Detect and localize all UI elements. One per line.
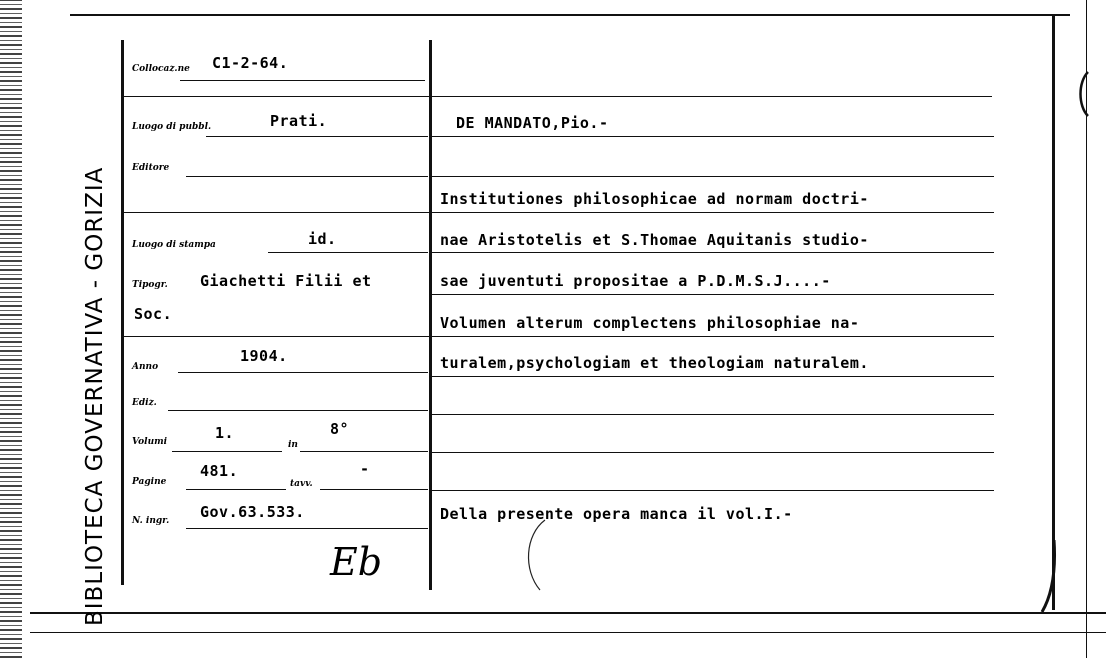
- value-volumi: 1.: [215, 424, 235, 442]
- right-rule: [432, 136, 994, 137]
- row-rule: [124, 336, 429, 337]
- card-right-border: [1052, 14, 1055, 610]
- title-line-2: nae Aristotelis et S.Thomae Aquitanis studio-: [440, 231, 869, 249]
- field-underline: [172, 451, 282, 452]
- missing-volume-note: Della presente opera manca il vol.I.-: [440, 505, 793, 523]
- left-column-rule: [121, 40, 124, 585]
- right-rule: [432, 176, 994, 177]
- label-anno: Anno: [132, 362, 159, 372]
- field-underline: [186, 528, 428, 529]
- right-rule: [432, 452, 994, 453]
- middle-column-rule: [429, 40, 432, 590]
- card-bottom-border: [30, 612, 1106, 614]
- right-rule: [432, 212, 994, 213]
- right-rule: [432, 414, 994, 415]
- title-line-3: sae juventuti propositae a P.D.M.S.J....-: [440, 272, 831, 290]
- value-collocazione: C1-2-64.: [212, 54, 289, 72]
- label-numero-ingresso: N. ingr.: [132, 516, 170, 526]
- value-tavole: -: [360, 460, 370, 478]
- value-luogo-stampa: id.: [308, 230, 337, 248]
- label-tavole: tavv.: [290, 479, 313, 489]
- right-rule: [432, 294, 994, 295]
- author-heading: DE MANDATO,Pio.-: [456, 114, 609, 132]
- label-volumi: Volumi: [132, 437, 168, 447]
- row-rule: [124, 96, 429, 97]
- right-rule: [432, 252, 994, 253]
- value-in: 8°: [330, 420, 350, 438]
- label-pagine: Pagine: [132, 477, 167, 487]
- field-underline: [206, 136, 428, 137]
- right-rule: [432, 96, 992, 97]
- label-luogo-pubbl: Luogo di pubbl.: [132, 122, 212, 132]
- label-collocazione: Collocaz.ne: [132, 64, 190, 74]
- title-line-5: turalem,psychologiam et theologiam naturalem.: [440, 354, 869, 372]
- field-underline: [168, 410, 428, 411]
- handwritten-mark: Eb: [330, 540, 383, 584]
- field-underline: [186, 176, 428, 177]
- title-line-1: Institutiones philosophicae ad normam doctri-: [440, 190, 869, 208]
- title-line-4: Volumen alterum complectens philosophiae na-: [440, 314, 860, 332]
- value-pagine: 481.: [200, 462, 239, 480]
- right-rule: [432, 490, 994, 491]
- institution-label: BIBLIOTECA GOVERNATIVA - GORIZIA: [82, 166, 108, 626]
- right-rule: [432, 376, 994, 377]
- card-top-border: [70, 14, 1070, 16]
- card-curl: [1040, 540, 1060, 620]
- field-underline: [300, 451, 428, 452]
- field-underline: [186, 489, 286, 490]
- label-in: in: [288, 440, 298, 450]
- hole-mark: [1074, 70, 1094, 120]
- right-rule: [432, 336, 994, 337]
- value-tipografo-cont: Soc.: [134, 305, 173, 323]
- card-bottom-border-2: [30, 632, 1106, 633]
- field-underline: [178, 372, 428, 373]
- label-editore: Editore: [132, 163, 170, 173]
- label-luogo-stampa: Luogo di stampa: [132, 240, 216, 250]
- value-anno: 1904.: [240, 347, 288, 365]
- label-tipografo: Tipogr.: [132, 280, 168, 290]
- value-numero-ingresso: Gov.63.533.: [200, 503, 305, 521]
- value-luogo-pubbl: Prati.: [270, 112, 328, 130]
- field-underline: [268, 252, 428, 253]
- row-rule: [124, 212, 429, 213]
- scanned-card-edge: [0, 0, 22, 658]
- label-edizione: Ediz.: [132, 398, 157, 408]
- value-tipografo: Giachetti Filii et: [200, 272, 372, 290]
- pencil-arc: [515, 515, 595, 595]
- field-underline: [180, 80, 425, 81]
- field-underline: [320, 489, 428, 490]
